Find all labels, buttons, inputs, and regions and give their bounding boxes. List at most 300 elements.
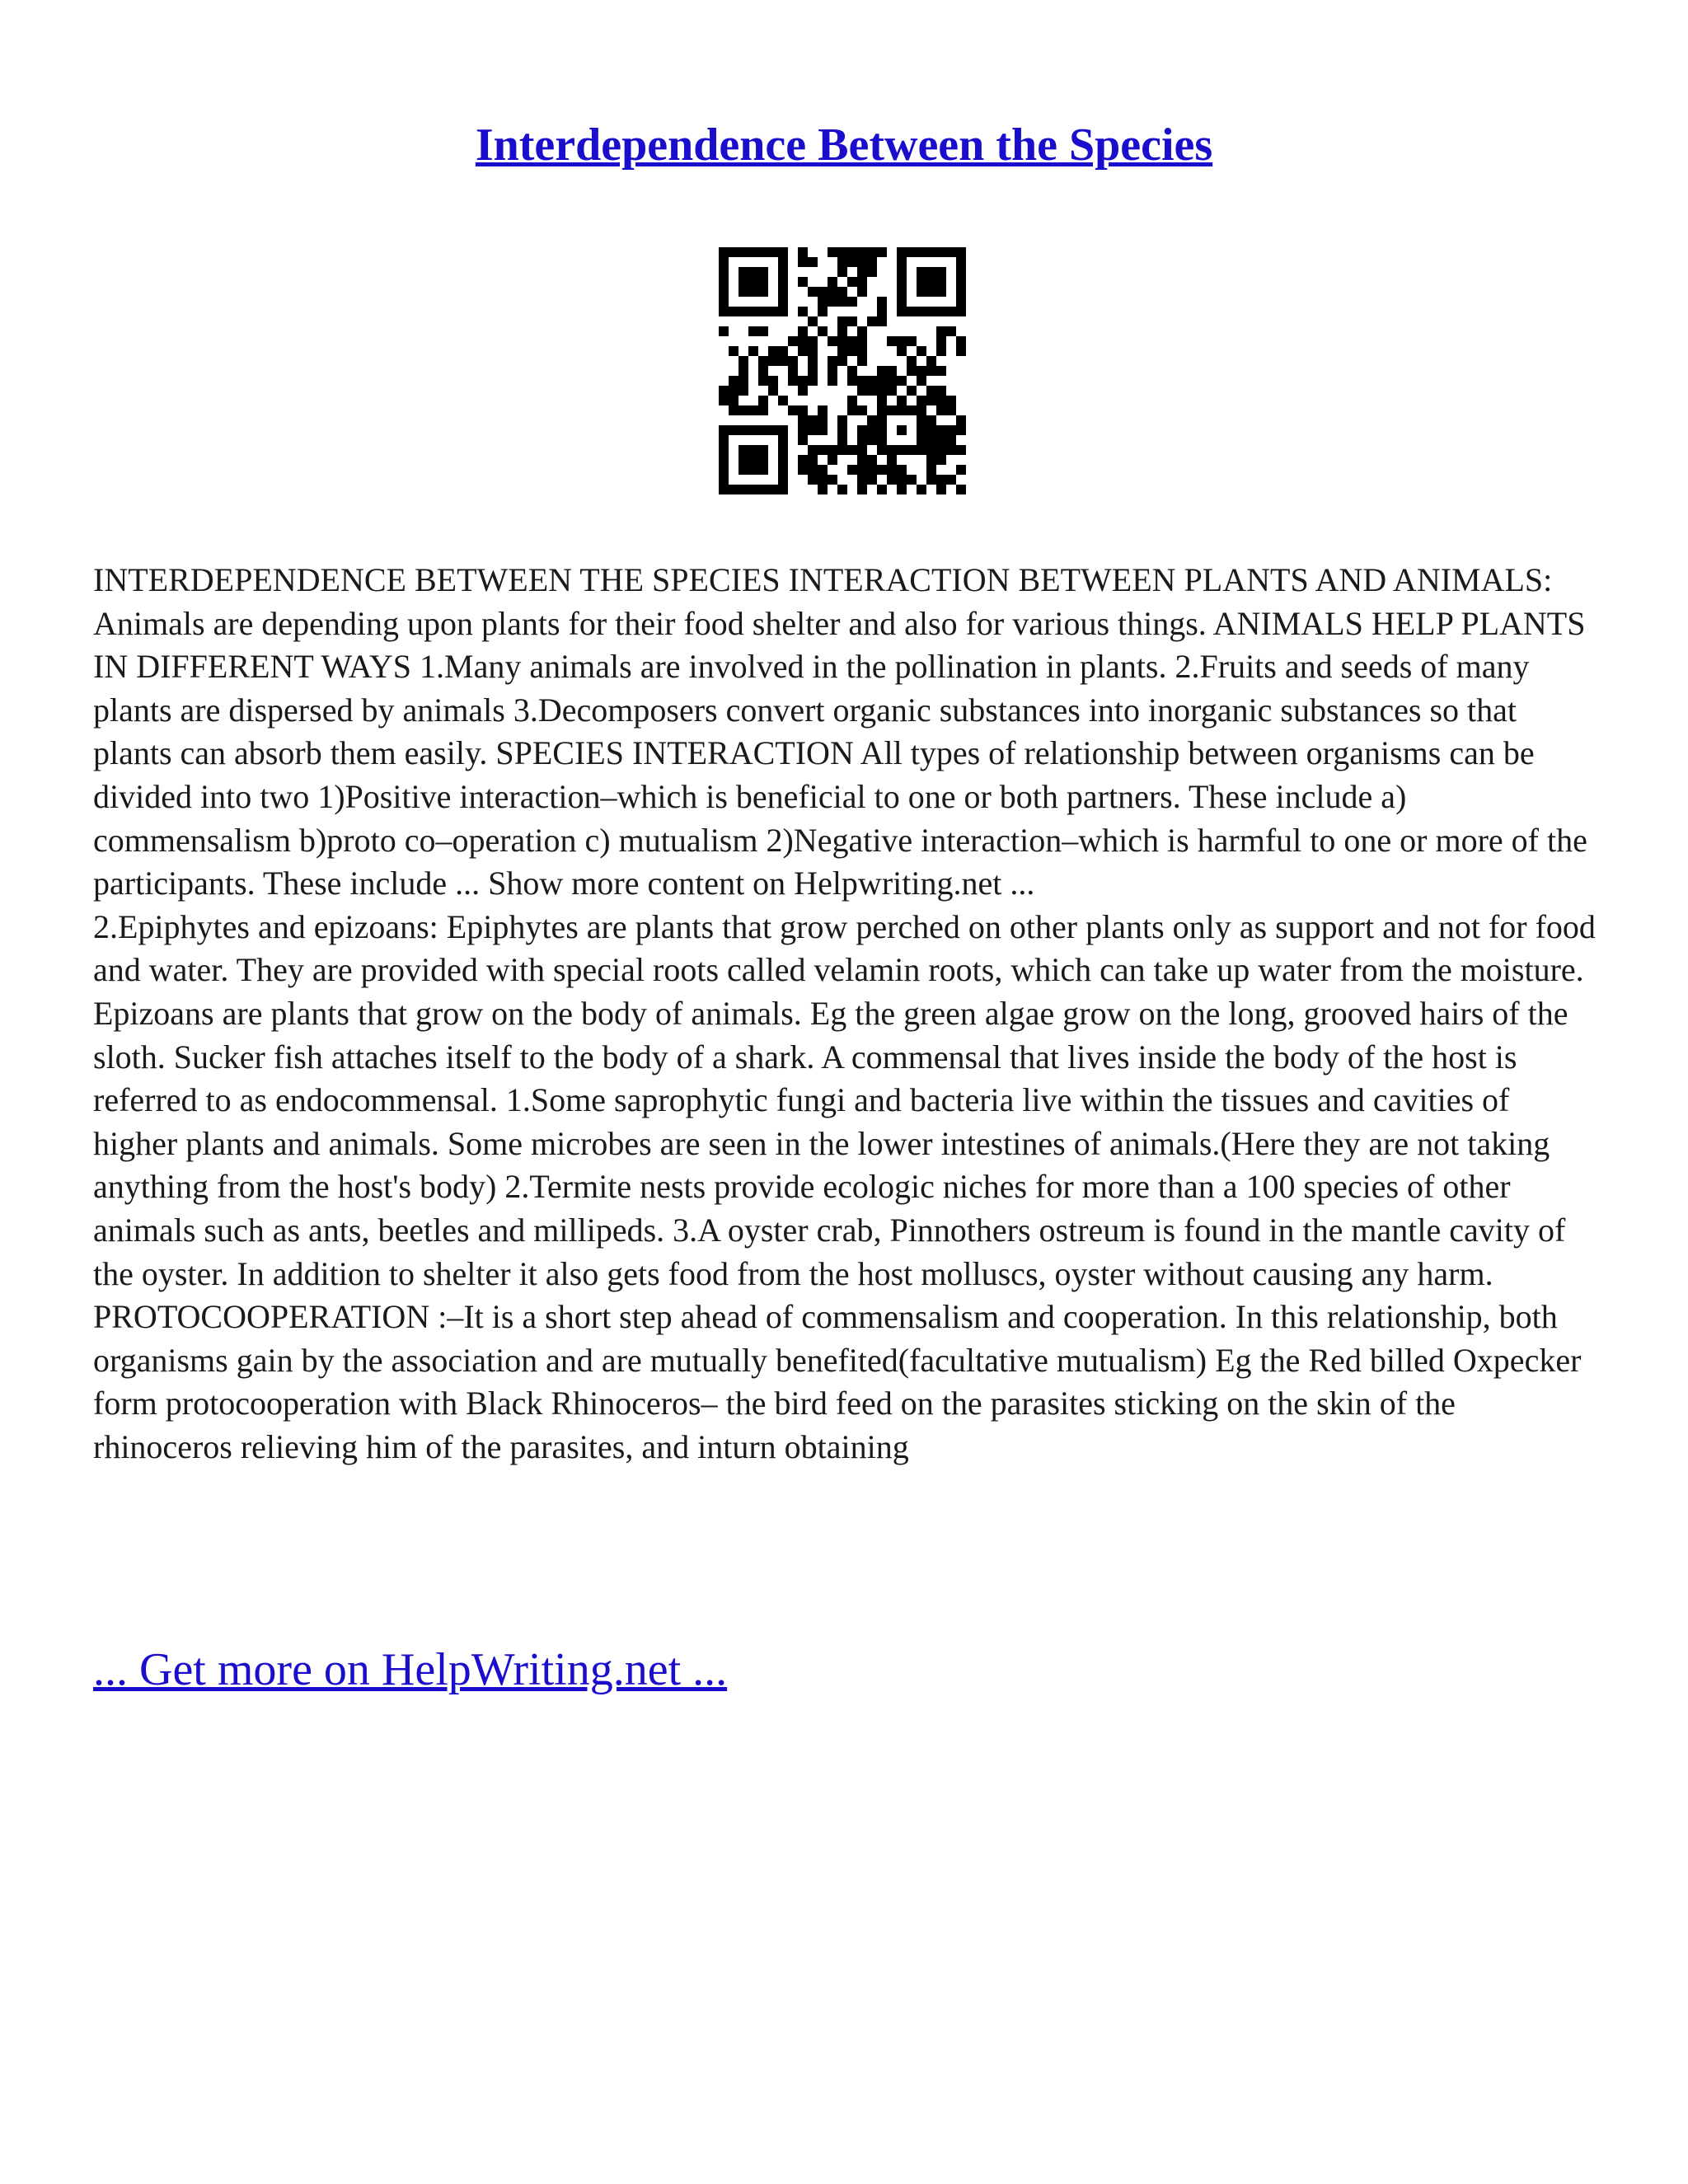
qr-module <box>837 247 847 257</box>
qr-module <box>867 316 877 326</box>
qr-module <box>798 415 808 425</box>
qr-module <box>917 366 926 376</box>
qr-module <box>857 386 867 396</box>
qr-module <box>897 346 907 356</box>
paragraph-1: INTERDEPENDENCE BETWEEN THE SPECIES INTERACTION BETWEEN PLANTS AND ANIMALS: Animals are depending upon plants for their food shelter and also for various things. ANIMALS HELP PLANTS IN DIFFERENT WAYS 1.Many animals are involved in the pollination in plants. 2.Fruits and seeds of many plants are dispersed by animals 3.Decomposers convert organic substances into inorganic substances so that plants can absorb them easily. SPECIES INTERACTION All types of relationship between organisms can be divided into two 1)Positive interaction–which is beneficial to one or both partners. These include a) commensalism b)proto co–operation c) mutualism 2)Negative interaction–which is harmful to one or more of the participants. These include ... Show more content on Helpwriting.net ... <box>93 561 1587 902</box>
qr-module <box>808 445 818 455</box>
qr-module <box>778 465 788 475</box>
qr-module <box>857 247 867 257</box>
qr-module <box>719 386 729 396</box>
qr-module <box>729 307 738 316</box>
qr-module <box>917 415 926 425</box>
qr-module <box>897 445 907 455</box>
qr-module <box>808 356 818 366</box>
qr-module <box>719 307 729 316</box>
qr-module <box>956 346 966 356</box>
qr-module <box>738 445 748 455</box>
qr-module <box>768 247 778 257</box>
qr-module <box>936 396 946 405</box>
qr-module <box>828 336 837 346</box>
qr-module <box>758 465 768 475</box>
qr-module <box>798 326 808 336</box>
qr-module <box>956 425 966 435</box>
qr-module <box>936 277 946 287</box>
qr-module <box>936 336 946 346</box>
qr-module <box>867 247 877 257</box>
qr-module <box>729 485 738 494</box>
qr-module <box>729 386 738 396</box>
qr-module <box>738 405 748 415</box>
qr-module <box>877 405 887 415</box>
qr-module <box>748 346 758 356</box>
qr-module <box>867 425 877 435</box>
qr-module <box>729 425 738 435</box>
qr-module <box>719 257 729 267</box>
qr-module <box>926 465 936 475</box>
qr-module <box>877 307 887 316</box>
qr-module <box>877 485 887 494</box>
qr-module <box>897 287 907 297</box>
qr-module <box>847 396 857 405</box>
qr-module <box>778 307 788 316</box>
qr-module <box>748 465 758 475</box>
qr-module <box>847 405 857 415</box>
qr-module <box>956 485 966 494</box>
qr-module <box>748 445 758 455</box>
qr-module <box>867 455 877 465</box>
qr-module <box>818 425 828 435</box>
qr-module <box>748 326 758 336</box>
qr-module <box>778 455 788 465</box>
qr-module <box>837 326 847 336</box>
qr-module <box>877 376 887 386</box>
qr-module <box>758 376 768 386</box>
qr-module <box>768 425 778 435</box>
qr-module <box>847 277 857 287</box>
qr-module <box>748 287 758 297</box>
qr-module <box>729 376 738 386</box>
qr-module <box>897 475 907 485</box>
qr-module <box>887 376 897 386</box>
qr-module <box>936 435 946 445</box>
qr-module <box>798 277 808 287</box>
qr-module <box>758 405 768 415</box>
qr-module <box>778 346 788 356</box>
qr-module <box>719 287 729 297</box>
qr-module <box>837 257 847 267</box>
qr-module <box>748 485 758 494</box>
qr-module <box>808 257 818 267</box>
qr-module <box>719 475 729 485</box>
qr-module <box>768 376 778 386</box>
qr-module <box>936 267 946 277</box>
qr-module <box>719 267 729 277</box>
qr-module <box>857 287 867 297</box>
qr-module <box>738 455 748 465</box>
qr-module <box>857 445 867 455</box>
qr-module <box>828 475 837 485</box>
qr-module <box>828 297 837 307</box>
qr-module <box>936 307 946 316</box>
qr-module <box>758 425 768 435</box>
qr-module <box>857 435 867 445</box>
qr-module <box>808 336 818 346</box>
qr-module <box>877 465 887 475</box>
qr-module <box>808 425 818 435</box>
qr-module <box>877 435 887 445</box>
qr-module <box>936 405 946 415</box>
qr-module <box>897 247 907 257</box>
qr-module <box>956 445 966 455</box>
qr-module <box>788 376 798 386</box>
qr-module <box>768 356 778 366</box>
qr-module <box>926 396 936 405</box>
qr-module <box>818 485 828 494</box>
qr-module <box>729 405 738 415</box>
qr-module <box>778 287 788 297</box>
qr-module <box>808 415 818 425</box>
qr-module <box>887 455 897 465</box>
qr-module <box>897 307 907 316</box>
qr-module <box>956 267 966 277</box>
qr-module <box>907 247 917 257</box>
qr-module <box>828 376 837 386</box>
qr-module <box>758 356 768 366</box>
qr-module <box>758 396 768 405</box>
qr-module <box>867 257 877 267</box>
get-more-link[interactable]: ... Get more on HelpWriting.net ... <box>93 1644 728 1695</box>
qr-module <box>768 346 778 356</box>
qr-module <box>877 396 887 405</box>
qr-module <box>877 445 887 455</box>
qr-module <box>877 425 887 435</box>
qr-module <box>956 336 966 346</box>
qr-module <box>897 297 907 307</box>
qr-module <box>867 415 877 425</box>
qr-module <box>778 247 788 257</box>
qr-module <box>936 346 946 356</box>
qr-module <box>719 297 729 307</box>
qr-module <box>847 297 857 307</box>
qr-module <box>857 257 867 267</box>
qr-module <box>877 297 887 307</box>
qr-module <box>719 455 729 465</box>
qr-module <box>808 465 818 475</box>
qr-module <box>917 396 926 405</box>
qr-module <box>798 257 808 267</box>
qr-module <box>926 356 936 366</box>
qr-module <box>808 376 818 386</box>
qr-module <box>956 465 966 475</box>
qr-module <box>917 267 926 277</box>
qr-module <box>847 376 857 386</box>
qr-module <box>738 465 748 475</box>
qr-module <box>857 356 867 366</box>
qr-module <box>778 297 788 307</box>
qr-module <box>778 435 788 445</box>
qr-module <box>847 316 857 326</box>
qr-module <box>818 475 828 485</box>
qr-module <box>946 247 956 257</box>
qr-module <box>719 396 729 405</box>
qr-module <box>857 277 867 287</box>
qr-module <box>758 455 768 465</box>
qr-module <box>837 415 847 425</box>
qr-module <box>926 287 936 297</box>
qr-module <box>778 277 788 287</box>
qr-module <box>768 386 778 396</box>
qr-module <box>738 277 748 287</box>
qr-module <box>887 336 897 346</box>
qr-module <box>828 287 837 297</box>
qr-module <box>748 267 758 277</box>
qr-module <box>837 445 847 455</box>
qr-module <box>946 445 956 455</box>
qr-module <box>917 287 926 297</box>
qr-module <box>897 405 907 415</box>
qr-module <box>956 277 966 287</box>
qr-module <box>917 425 926 435</box>
qr-module <box>738 287 748 297</box>
qr-module <box>936 485 946 494</box>
paragraph-2: 2.Epiphytes and epizoans: Epiphytes are plants that grow perched on other plants only as support and not for food and water. They are provided with special roots called velamin roots, which can take up water from the moisture. Epizoans are plants that grow on the body of animals. Eg the green algae grow on the long, grooved hairs of the sloth. Sucker fish attaches itself to the body of a shark. A commensal that lives inside the body of the host is referred to as endocommensal. 1.Some saprophytic fungi and bacteria live within the tissues and cavities of higher plants and animals. Some microbes are seen in the lower intestines of animals.(Here they are not taking anything from the host's body) 2.Termite nests provide ecologic niches for more than a 100 species of other animals such as ants, beetles and millipeds. 3.A oyster crab, Pinnothers ostreum is found in the mantle cavity of the oyster. In addition to shelter it also gets food from the host molluscs, oyster without causing any harm. PROTOCOOPERATION :–It is a short step ahead of commensalism and cooperation. In this relationship, both organisms gain by the association and are mutually benefited(facultative mutualism) Eg the Red billed Oxpecker form protocooperation with Black Rhinoceros– the bird feed on the parasites sticking on the skin of the rhinoceros relieving him of the parasites, and inturn obtaining <box>93 907 1596 1465</box>
qr-module <box>936 366 946 376</box>
qr-module <box>798 346 808 356</box>
qr-module <box>808 475 818 485</box>
qr-module <box>857 485 867 494</box>
get-more-link-container <box>93 1640 727 1699</box>
qr-module <box>818 297 828 307</box>
qr-module <box>828 366 837 376</box>
qr-module <box>758 307 768 316</box>
qr-module <box>837 346 847 356</box>
qr-module <box>867 435 877 445</box>
qr-module <box>956 307 966 316</box>
qr-code-icon <box>719 247 966 494</box>
qr-module <box>748 277 758 287</box>
qr-module <box>837 267 847 277</box>
qr-module <box>897 425 907 435</box>
qr-module <box>887 386 897 396</box>
qr-module <box>897 336 907 346</box>
qr-module <box>847 247 857 257</box>
qr-module <box>857 425 867 435</box>
qr-module <box>738 485 748 494</box>
qr-module <box>798 307 808 316</box>
qr-module <box>798 376 808 386</box>
qr-module <box>788 405 798 415</box>
qr-module <box>778 425 788 435</box>
qr-module <box>887 445 897 455</box>
qr-module <box>907 366 917 376</box>
qr-module <box>887 405 897 415</box>
qr-module <box>936 326 946 336</box>
qr-module <box>837 336 847 346</box>
qr-module <box>729 346 738 356</box>
qr-module <box>758 366 768 376</box>
qr-module <box>798 455 808 465</box>
qr-code-graphic <box>719 247 966 494</box>
qr-module <box>828 455 837 465</box>
qr-module <box>738 386 748 396</box>
qr-module <box>956 247 966 257</box>
qr-module <box>877 386 887 396</box>
qr-module <box>936 386 946 396</box>
qr-module <box>778 267 788 277</box>
title-link[interactable]: Interdependence Between the Species <box>475 120 1213 171</box>
document-title <box>0 115 1688 175</box>
qr-module <box>758 287 768 297</box>
qr-module <box>798 465 808 475</box>
qr-module <box>867 465 877 475</box>
qr-module <box>729 247 738 257</box>
qr-module <box>748 425 758 435</box>
qr-module <box>956 297 966 307</box>
qr-module <box>857 376 867 386</box>
qr-module <box>808 366 818 376</box>
qr-module <box>907 356 917 366</box>
qr-module <box>867 475 877 485</box>
qr-module <box>719 435 729 445</box>
qr-module <box>828 445 837 455</box>
qr-module <box>758 445 768 455</box>
qr-module <box>719 425 729 435</box>
qr-module <box>907 475 917 485</box>
qr-module <box>778 257 788 267</box>
qr-module <box>719 445 729 455</box>
qr-module <box>926 425 936 435</box>
qr-module <box>748 307 758 316</box>
qr-module <box>936 247 946 257</box>
qr-module <box>926 247 936 257</box>
qr-module <box>788 336 798 346</box>
qr-module <box>867 267 877 277</box>
qr-module <box>926 277 936 287</box>
qr-module <box>897 396 907 405</box>
qr-module <box>847 336 857 346</box>
qr-module <box>837 425 847 435</box>
qr-module <box>917 247 926 257</box>
qr-module <box>956 257 966 267</box>
qr-module <box>837 435 847 445</box>
qr-module <box>887 475 897 485</box>
qr-module <box>956 415 966 425</box>
qr-module <box>887 366 897 376</box>
qr-module <box>946 435 956 445</box>
qr-module <box>956 287 966 297</box>
qr-module <box>936 445 946 455</box>
qr-module <box>847 346 857 356</box>
qr-module <box>917 445 926 455</box>
qr-module <box>926 445 936 455</box>
qr-module <box>778 396 788 405</box>
qr-module <box>917 405 926 415</box>
qr-module <box>926 435 936 445</box>
qr-module <box>818 465 828 475</box>
qr-module <box>837 485 847 494</box>
qr-module <box>926 307 936 316</box>
qr-module <box>936 425 946 435</box>
qr-module <box>738 366 748 376</box>
qr-module <box>758 247 768 257</box>
qr-module <box>917 307 926 316</box>
qr-module <box>936 475 946 485</box>
qr-module <box>778 485 788 494</box>
qr-module <box>857 267 867 277</box>
qr-module <box>897 465 907 475</box>
article-body <box>93 559 1601 1469</box>
qr-module <box>778 356 788 366</box>
qr-module <box>778 445 788 455</box>
qr-module <box>926 455 936 465</box>
qr-module <box>828 277 837 287</box>
qr-module <box>857 336 867 346</box>
qr-module <box>818 415 828 425</box>
qr-module <box>818 326 828 336</box>
qr-module <box>738 356 748 366</box>
qr-module <box>837 297 847 307</box>
qr-module <box>748 405 758 415</box>
qr-module <box>828 356 837 366</box>
qr-module <box>857 346 867 356</box>
qr-module <box>818 287 828 297</box>
qr-module <box>798 247 808 257</box>
qr-module <box>778 475 788 485</box>
qr-module <box>946 326 956 336</box>
qr-module <box>926 415 936 425</box>
qr-module <box>719 485 729 494</box>
qr-module <box>917 277 926 287</box>
qr-module <box>897 277 907 287</box>
qr-module <box>788 356 798 366</box>
qr-module <box>877 316 887 326</box>
qr-module <box>738 267 748 277</box>
qr-module <box>917 485 926 494</box>
qr-module <box>907 336 917 346</box>
qr-module <box>857 405 867 415</box>
qr-module <box>936 287 946 297</box>
qr-module <box>719 277 729 287</box>
qr-module <box>867 376 877 386</box>
qr-module <box>926 366 936 376</box>
qr-module <box>946 425 956 435</box>
qr-module <box>877 247 887 257</box>
qr-module <box>926 386 936 396</box>
qr-module <box>758 277 768 287</box>
qr-module <box>847 257 857 267</box>
qr-module <box>936 455 946 465</box>
qr-module <box>818 445 828 455</box>
qr-module <box>926 267 936 277</box>
qr-module <box>926 475 936 485</box>
qr-module <box>798 435 808 445</box>
qr-module <box>897 267 907 277</box>
qr-module <box>808 346 818 356</box>
qr-module <box>837 316 847 326</box>
qr-module <box>946 405 956 415</box>
qr-module <box>897 485 907 494</box>
qr-module <box>758 485 768 494</box>
qr-module <box>857 455 867 465</box>
qr-module <box>917 346 926 356</box>
qr-module <box>818 307 828 316</box>
qr-module <box>857 465 867 475</box>
qr-module <box>917 376 926 386</box>
qr-module <box>758 326 768 336</box>
qr-module <box>729 396 738 405</box>
qr-module <box>907 386 917 396</box>
qr-module <box>877 415 887 425</box>
